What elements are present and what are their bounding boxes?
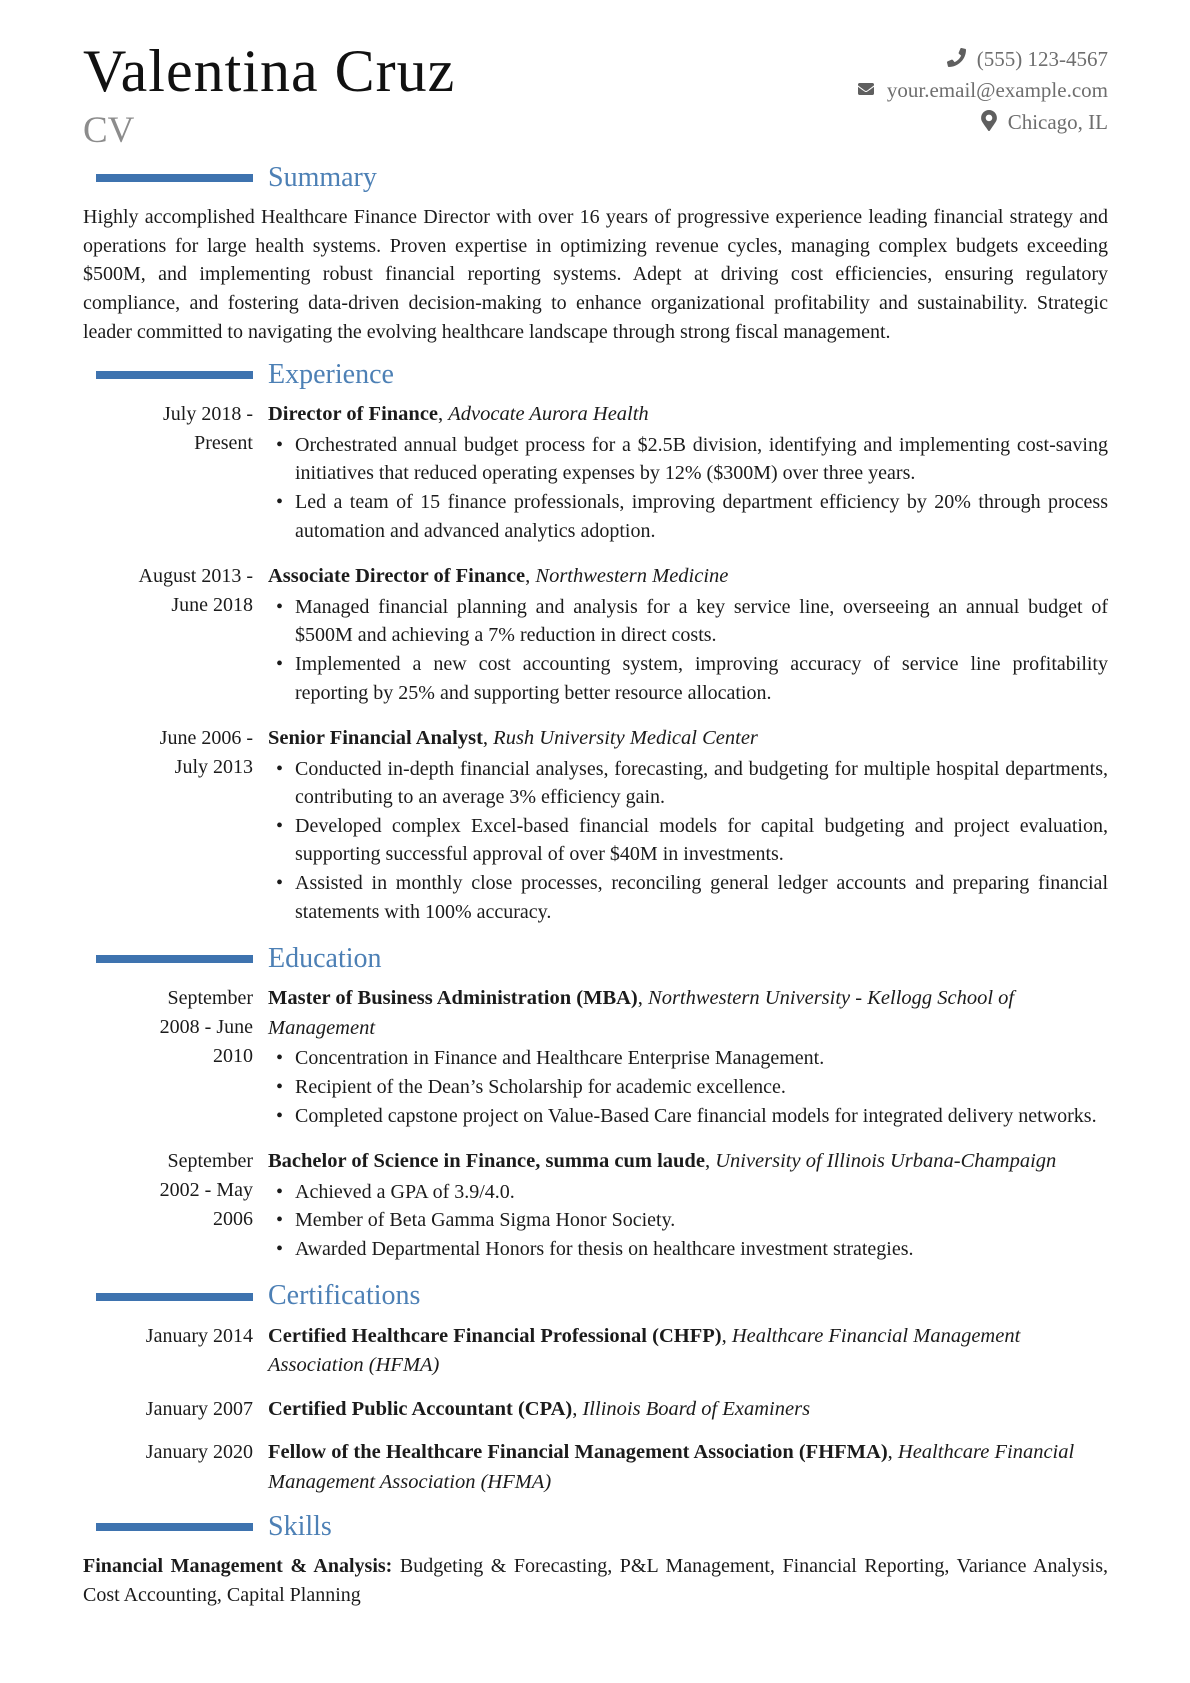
entry-heading xyxy=(268,400,1108,430)
entry-body xyxy=(268,984,1108,1130)
entry-date: September 2008 - June 2010 xyxy=(159,987,253,1067)
experience-entry xyxy=(129,724,1108,926)
section-header-experience xyxy=(83,359,1108,391)
entry-title: Associate Director of Finance xyxy=(268,565,526,588)
section-header-summary xyxy=(83,162,1108,194)
entry-heading xyxy=(268,1395,1108,1425)
experience-entry xyxy=(129,562,1108,707)
entry-body xyxy=(268,1147,1108,1263)
entry-title: Certified Healthcare Financial Professional (CHFP) xyxy=(268,1324,722,1347)
phone-icon xyxy=(947,48,966,71)
section-title-certifications: Certifications xyxy=(268,1280,421,1312)
separator: , xyxy=(704,1150,716,1173)
entry-title: Bachelor of Science in Finance, summa cum laude xyxy=(268,1150,705,1173)
separator: , xyxy=(637,987,649,1010)
certification-entry xyxy=(129,1438,1108,1498)
entry-date: August 2013 - June 2018 xyxy=(138,565,253,617)
education-entry xyxy=(129,1147,1108,1263)
entry-org: Illinois Board of Examiners xyxy=(582,1397,811,1420)
section-title-skills: Skills xyxy=(268,1511,332,1543)
bullet-item: • Completed capstone project on Value-Based Care financial models for integrated delivery networks. xyxy=(268,1102,1108,1131)
bullet-item: • Managed financial planning and analysis for a key service line, overseeing an annual budget of $500M and achieving a 7% reduction in direct costs. xyxy=(268,593,1108,650)
contact-email-text: your.email@example.com xyxy=(886,78,1108,102)
entry-heading xyxy=(268,562,1108,592)
contact-block xyxy=(856,48,1108,135)
skills-text xyxy=(83,1552,1108,1609)
skill-category-values: Budgeting & Forecasting, P&L Management, Financial Reporting, Variance Analysis, Cost Accounting, Capital Planning xyxy=(83,1555,1109,1606)
certification-entry xyxy=(129,1322,1108,1382)
contact-location-text: Chicago, IL xyxy=(1007,110,1108,134)
entry-org: Rush University Medical Center xyxy=(493,727,758,750)
accent-bar xyxy=(96,1293,253,1301)
bullet-item: • Orchestrated annual budget process for a $2.5B division, identifying and implementing cost-saving initiatives that reduced operating expenses by 12% ($300M) over three years. xyxy=(268,431,1108,488)
envelope-icon xyxy=(856,80,876,101)
entry-date: September 2002 - May 2006 xyxy=(159,1150,253,1230)
contact-phone xyxy=(856,48,1108,71)
bullet-item: • Concentration in Finance and Healthcare Enterprise Management. xyxy=(268,1044,1108,1073)
separator: , xyxy=(525,565,536,588)
entry-title: Senior Financial Analyst xyxy=(268,727,483,750)
entry-heading xyxy=(268,1147,1108,1177)
cv-subtitle: CV xyxy=(83,110,135,151)
entry-body xyxy=(268,400,1108,545)
entry-org: Healthcare Financial Management Association (HFMA) xyxy=(268,1324,1021,1377)
bullet-list xyxy=(268,431,1108,545)
bullet-item: • Implemented a new cost accounting system, improving accuracy of service line profitability reporting by 25% and supporting better resource allocation. xyxy=(268,650,1108,707)
contact-phone-text: (555) 123-4567 xyxy=(976,47,1108,71)
entry-date: June 2006 - July 2013 xyxy=(159,727,253,778)
entry-title: Certified Public Accountant (CPA) xyxy=(268,1397,573,1420)
education-entry xyxy=(129,984,1108,1130)
entry-title: Master of Business Administration (MBA) xyxy=(268,987,638,1010)
accent-bar xyxy=(96,1523,253,1531)
section-title-education: Education xyxy=(268,943,382,975)
map-marker-icon xyxy=(981,110,997,135)
summary-text: Highly accomplished Healthcare Finance Director with over 16 years of progressive experience leading financial strategy and operations for large health systems. Proven expertise in optimizing revenue cycles, managing complex budgets exceeding $500M, and implementing robust financial reporting systems. Adept at driving cost efficiencies, ensuring regulatory compliance, and fostering data-driven decision-making to enhance organizational profitability and sustainability. Strategic leader committed to navigating the evolving healthcare landscape through strong fiscal management. xyxy=(83,206,1108,343)
separator: , xyxy=(482,727,494,750)
section-header-certifications xyxy=(83,1280,1108,1312)
section-title-experience: Experience xyxy=(268,359,394,391)
entry-org: Healthcare Financial Management Association (HFMA) xyxy=(268,1441,1075,1493)
entry-title: Director of Finance xyxy=(268,403,439,426)
name-block xyxy=(83,40,455,149)
entry-date: January 2020 xyxy=(145,1441,253,1464)
entry-title: Fellow of the Healthcare Financial Management Association (FHFMA) xyxy=(268,1441,888,1464)
bullet-item: • Recipient of the Dean’s Scholarship for academic excellence. xyxy=(268,1073,1108,1102)
bullet-item: • Conducted in-depth financial analyses, forecasting, and budgeting for multiple hospital departments, contributing to an average 3% efficiency gain. xyxy=(268,755,1108,812)
bullet-item: • Developed complex Excel-based financial models for capital budgeting and project evaluation, supporting successful approval of over $40M in investments. xyxy=(268,812,1108,869)
skill-category-label: Financial Management & Analysis: xyxy=(83,1555,393,1578)
entry-org: Advocate Aurora Health xyxy=(448,403,649,426)
experience-entry xyxy=(129,400,1108,545)
section-title-summary: Summary xyxy=(268,162,377,193)
entry-heading xyxy=(268,1322,1108,1381)
bullet-item: • Member of Beta Gamma Sigma Honor Society. xyxy=(268,1206,1108,1235)
entry-date: July 2018 - Present xyxy=(163,403,253,455)
header xyxy=(83,40,1108,149)
entry-date: January 2007 xyxy=(145,1397,253,1420)
section-header-education xyxy=(83,943,1108,975)
contact-location xyxy=(856,110,1108,135)
section-header-skills xyxy=(83,1511,1108,1543)
entry-org: Northwestern Medicine xyxy=(535,565,729,588)
separator: , xyxy=(572,1397,583,1420)
bullet-item: • Achieved a GPA of 3.9/4.0. xyxy=(268,1178,1108,1207)
separator: , xyxy=(887,1441,898,1464)
entry-org: Northwestern University - Kellogg School of Management xyxy=(268,987,1015,1039)
separator: , xyxy=(438,403,449,426)
accent-bar xyxy=(96,371,253,379)
entry-heading xyxy=(268,724,1108,754)
entry-org: University of Illinois Urbana-Champaign xyxy=(715,1150,1057,1173)
contact-email xyxy=(856,80,1108,101)
entry-date: January 2014 xyxy=(145,1324,253,1347)
separator: , xyxy=(721,1324,732,1347)
accent-bar xyxy=(96,174,253,182)
bullet-list xyxy=(268,755,1108,927)
bullet-list xyxy=(268,593,1108,707)
certifications-list xyxy=(83,1322,1108,1499)
certification-entry xyxy=(129,1395,1108,1426)
accent-bar xyxy=(96,955,253,963)
entry-body xyxy=(268,562,1108,707)
bullet-list xyxy=(268,1044,1108,1130)
entry-heading xyxy=(268,984,1108,1043)
entry-heading xyxy=(268,1438,1108,1497)
page-title: Valentina Cruz xyxy=(83,38,456,104)
bullet-item: • Awarded Departmental Honors for thesis on healthcare investment strategies. xyxy=(268,1235,1108,1264)
bullet-list xyxy=(268,1178,1108,1264)
bullet-item: • Led a team of 15 finance professionals, improving department efficiency by 20% through process automation and advanced analytics adoption. xyxy=(268,488,1108,545)
bullet-item: • Assisted in monthly close processes, reconciling general ledger accounts and preparing financial statements with 100% accuracy. xyxy=(268,869,1108,926)
entry-body xyxy=(268,724,1108,926)
